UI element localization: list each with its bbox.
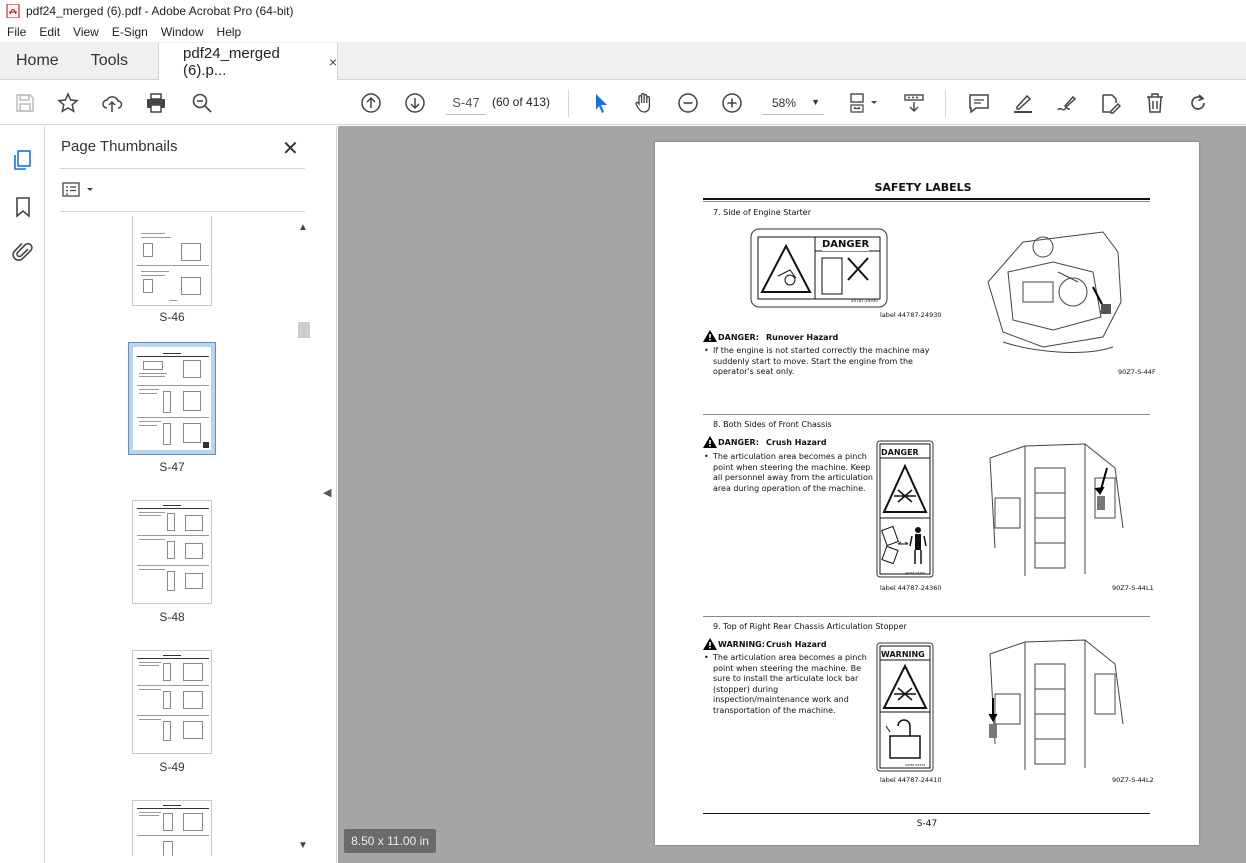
thumbnail-list <box>46 216 296 856</box>
tab-tools[interactable]: Tools <box>90 51 129 69</box>
thumbnail-page-selected[interactable] <box>128 342 216 455</box>
sticker-code: 44787-24360 <box>905 571 926 575</box>
figure-code: 90Z7-S-44L2 <box>1112 776 1154 784</box>
tab-document-label: pdf24_merged (6).p... <box>183 44 280 79</box>
thumbnails-panel <box>46 126 316 863</box>
panel-collapse-strip <box>316 126 337 863</box>
label-caption: label 44787-24360 <box>880 584 942 592</box>
upload-icon[interactable] <box>100 91 124 115</box>
heading-rule <box>703 201 1150 202</box>
scroll-up-icon[interactable]: ▲ <box>298 222 308 233</box>
hazard-name: Runover Hazard <box>766 333 839 342</box>
hazard-name: Crush Hazard <box>766 438 827 447</box>
label-caption: label 44787-24930 <box>880 311 942 319</box>
menu-window[interactable]: Window <box>160 25 204 39</box>
print-icon[interactable] <box>144 91 168 115</box>
page-size-badge: 8.50 x 11.00 in <box>344 829 436 853</box>
menu-help[interactable]: Help <box>216 25 242 39</box>
attachment-icon[interactable] <box>11 240 35 264</box>
hand-icon[interactable] <box>632 91 656 115</box>
scroll-down-icon[interactable]: ▼ <box>298 840 308 851</box>
thumbnail-preview <box>133 651 211 753</box>
thumbnail-page[interactable] <box>132 650 212 754</box>
save-icon[interactable] <box>13 91 37 115</box>
tab-close-icon[interactable]: × <box>328 53 338 70</box>
machine-drawing <box>985 634 1125 772</box>
thumbnail-page[interactable] <box>132 800 212 856</box>
tab-document[interactable] <box>158 43 338 80</box>
page-footer: S-47 <box>916 819 938 829</box>
sticker-code: 44787-24930 <box>851 298 878 303</box>
hazard-prefix: DANGER: <box>718 438 759 447</box>
menu-edit[interactable]: Edit <box>39 25 61 39</box>
bullet: • <box>704 452 709 461</box>
footer-rule <box>703 813 1150 814</box>
thumbnail-preview <box>133 347 211 450</box>
pdf-page <box>655 142 1199 845</box>
heading-rule <box>703 198 1150 200</box>
section-title: 8. Both Sides of Front Chassis <box>713 420 832 429</box>
thumbnail-preview <box>133 801 211 856</box>
close-icon[interactable]: ✕ <box>282 138 299 160</box>
panel-divider <box>60 168 305 169</box>
panel-title: Page Thumbnails <box>61 138 178 155</box>
zoom-value: 58% <box>772 95 797 110</box>
sticker-signal-word: DANGER <box>822 239 870 250</box>
thumbnail-label: S-48 <box>159 610 185 624</box>
hazard-prefix: WARNING: <box>718 640 765 649</box>
highlight-icon[interactable] <box>1011 91 1035 115</box>
delete-icon[interactable] <box>1143 91 1167 115</box>
window-title: pdf24_merged (6).pdf - Adobe Acrobat Pro (64-bit) <box>26 4 294 18</box>
warning-triangle-icon <box>703 638 717 650</box>
thumbnail-label: S-47 <box>159 460 185 474</box>
hazard-name: Crush Hazard <box>766 640 827 649</box>
select-arrow-icon[interactable] <box>589 91 613 115</box>
label-caption: label 44787-24410 <box>880 776 942 784</box>
section-title: 9. Top of Right Rear Chassis Articulation Stopper <box>713 622 907 631</box>
thumbnail-scrollbar[interactable] <box>296 220 310 860</box>
menu-esign[interactable]: E-Sign <box>111 25 148 39</box>
hazard-prefix: DANGER: <box>718 333 759 342</box>
zoom-search-icon[interactable] <box>190 91 214 115</box>
tab-bar <box>0 42 1246 80</box>
rotate-icon[interactable] <box>1186 91 1210 115</box>
warning-sticker-crush <box>876 642 934 772</box>
chevron-down-icon: ▼ <box>811 97 820 107</box>
sign-icon[interactable] <box>1055 91 1079 115</box>
hazard-text: The articulation area becomes a pinch point when steering the machine. Keep all personnel away from the articulation area during operation of the machine. <box>713 452 873 493</box>
thumbnail-page[interactable] <box>132 216 212 306</box>
menu-view[interactable]: View <box>73 25 99 39</box>
warning-triangle-icon <box>703 436 717 448</box>
zoom-in-icon[interactable] <box>720 91 744 115</box>
page-fit-icon[interactable] <box>846 91 882 115</box>
warning-triangle-icon <box>703 330 717 342</box>
figure-code: 90Z7-S-44F <box>1118 368 1156 376</box>
thumbnail-options-icon[interactable] <box>62 182 96 198</box>
bookmark-icon[interactable] <box>11 195 35 219</box>
menu-file[interactable]: File <box>7 25 27 39</box>
page-number-input[interactable]: S-47 <box>446 91 486 115</box>
section-divider <box>703 414 1150 415</box>
machine-drawing <box>985 438 1125 578</box>
sticker-signal-word: WARNING <box>881 650 925 659</box>
section-divider <box>703 616 1150 617</box>
bullet: • <box>704 653 709 662</box>
tab-home[interactable]: Home <box>16 51 59 69</box>
thumbnail-preview <box>133 216 211 305</box>
sticker-signal-word: DANGER <box>881 448 919 457</box>
hazard-text: The articulation area becomes a pinch point when steering the machine. Be sure to install the articulate lock bar (stopper) during inspection/maintenance work and transportation of the machine. <box>713 653 867 715</box>
left-rail <box>0 126 45 863</box>
title-bar <box>0 0 1246 22</box>
acrobat-app-icon <box>6 4 20 18</box>
document-view[interactable] <box>338 126 1246 863</box>
edit-icon[interactable] <box>1098 91 1122 115</box>
thumbnail-page[interactable] <box>132 500 212 604</box>
section-title: 7. Side of Engine Starter <box>713 208 811 217</box>
hazard-text: If the engine is not started correctly the machine may suddenly start to move. Start the engine from the operator's seat only. <box>713 346 930 376</box>
panel-divider <box>60 211 305 212</box>
zoom-select[interactable] <box>762 91 824 115</box>
scrollbar-thumb[interactable] <box>298 322 310 338</box>
scroll-mode-icon[interactable] <box>902 91 926 115</box>
page-thumbnails-icon[interactable] <box>11 148 35 172</box>
figure-code: 90Z7-S-44L1 <box>1112 584 1154 592</box>
page-heading: SAFETY LABELS <box>874 181 972 194</box>
toolbar-divider <box>568 89 569 117</box>
toolbar <box>0 81 1246 125</box>
thumbnail-label: S-49 <box>159 760 185 774</box>
comment-icon[interactable] <box>967 91 991 115</box>
star-icon[interactable] <box>56 91 80 115</box>
menu-bar <box>0 22 1246 42</box>
bullet: • <box>704 346 709 355</box>
machine-drawing <box>983 222 1125 362</box>
thumbnail-preview <box>133 501 211 603</box>
toolbar-divider <box>945 89 946 117</box>
zoom-out-icon[interactable] <box>676 91 700 115</box>
page-up-icon[interactable] <box>359 91 383 115</box>
thumbnail-label: S-46 <box>159 310 185 324</box>
page-count: (60 of 413) <box>492 95 551 109</box>
danger-sticker-crush <box>876 440 934 578</box>
page-down-icon[interactable] <box>403 91 427 115</box>
collapse-panel-icon[interactable]: ◀ <box>323 487 332 499</box>
sticker-code: 44787-24410 <box>905 763 926 767</box>
